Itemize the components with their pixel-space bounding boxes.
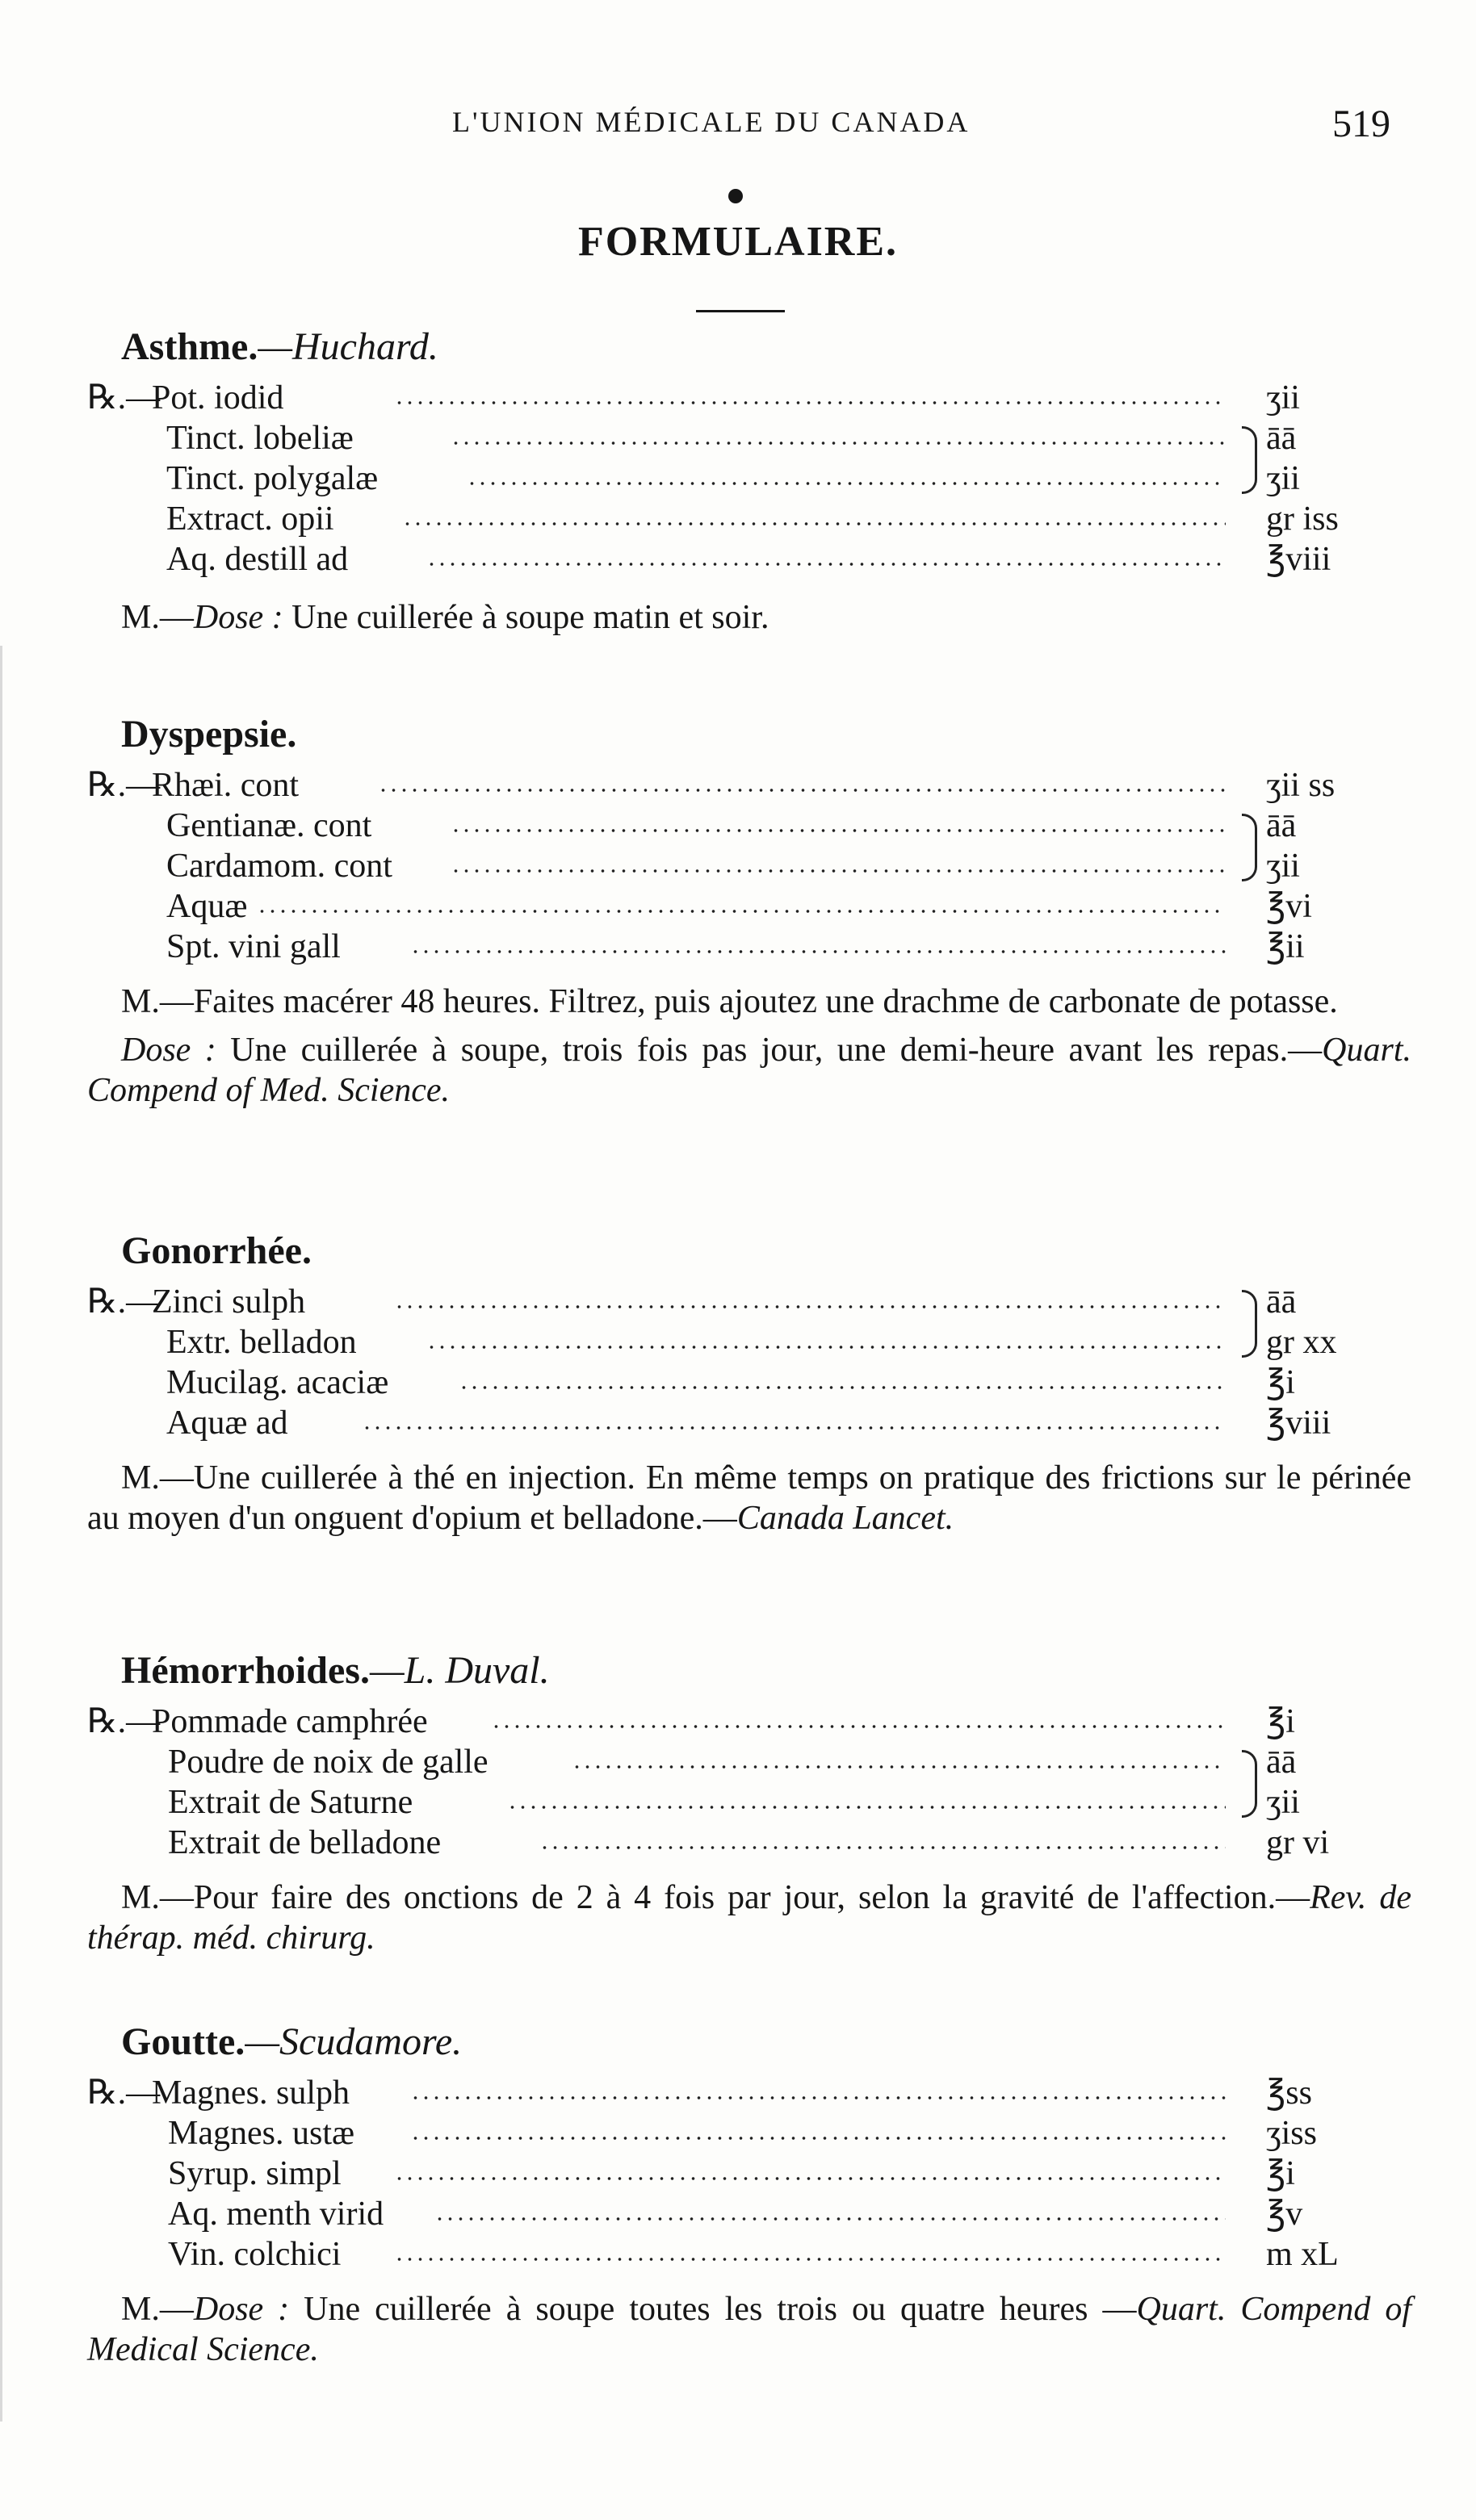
ingredient-quantity: ℥i [1266, 2155, 1295, 2192]
leader-dots [507, 1805, 1226, 1810]
ingredient-line [87, 499, 1411, 539]
ingredient-quantity: ℥i [1266, 1364, 1295, 1401]
section-name: Gonorrhée. [121, 1229, 312, 1272]
prescription [87, 2073, 1411, 2275]
section-title [121, 323, 1411, 371]
ingredient-line [87, 1742, 1411, 1782]
leader-dots [426, 562, 1226, 567]
note-citation: Rev. de thérap. méd. chirurg. [87, 1879, 1411, 1957]
note-lead: M.— [121, 599, 194, 636]
note-body: Une cuillerée à soupe, trois fois pas jour, une demi-heure avant les repas.— [216, 1032, 1323, 1069]
ingredient-name: Extr. belladon [166, 1324, 357, 1361]
leader-dots [434, 2217, 1226, 2221]
note-body: Une cuillerée à soupe matin et soir. [283, 599, 769, 636]
ingredient-line [87, 378, 1411, 418]
grouping-brace [1242, 426, 1257, 494]
section-name: Hémorrhoides. [121, 1649, 370, 1692]
note-lead: M.— [121, 1459, 194, 1497]
note-lead-italic: Dose : [193, 2291, 290, 2328]
ingredient-quantity: gr xx [1266, 1324, 1337, 1361]
ingredient-line [87, 2194, 1411, 2234]
leader-dots [491, 1724, 1226, 1729]
ingredient-line [87, 2234, 1411, 2275]
ingredient-name: Magnes. sulph [152, 2074, 350, 2112]
section-goutte [87, 2018, 1411, 2370]
section-title [121, 2018, 1411, 2066]
ingredient-line [87, 458, 1411, 499]
ingredient-quantity: ʒii [1266, 1784, 1300, 1821]
running-title: L'UNION MÉDICALE DU CANADA [452, 106, 971, 138]
title-rule [696, 310, 785, 312]
ingredient-line [87, 2073, 1411, 2113]
ingredient-name: Pommade camphrée [152, 1703, 428, 1740]
scan-edge-shadow [0, 646, 2, 2422]
ingredient-name: Tinct. polygalæ [166, 460, 379, 497]
leader-dots [426, 1345, 1226, 1350]
ingredient-quantity: ℥v [1266, 2196, 1303, 2233]
recipe-symbol: ℞.— [87, 1703, 161, 1740]
leader-dots [410, 949, 1226, 954]
note-lead-italic: Dose : [193, 599, 283, 636]
ingredient-name: Pot. iodid [152, 379, 284, 417]
prescription [87, 765, 1411, 967]
ingredient-line [87, 1702, 1411, 1742]
note-body: Une cuillerée à thé en injection. En même temps on pratique des frictions sur le périnée au moyen d'un onguent d'opium et belladone.— [87, 1459, 1411, 1537]
section-title [121, 1647, 1411, 1695]
ingredient-quantity: ʒii [1266, 848, 1300, 885]
ingredient-quantity: āā [1266, 420, 1297, 457]
leader-dots [410, 2136, 1226, 2141]
ingredient-name: Aquæ ad [166, 1404, 288, 1442]
ingredient-name: Spt. vini gall [166, 928, 341, 965]
grouping-brace [1242, 1290, 1257, 1358]
ingredient-line [87, 927, 1411, 967]
leader-dots [451, 869, 1226, 873]
recipe-symbol: ℞.— [87, 379, 161, 417]
ingredient-name: Vin. colchici [168, 2236, 342, 2273]
ingredient-quantity: gr vi [1266, 1824, 1330, 1861]
ingredient-name: Extrait de belladone [168, 1824, 442, 1861]
section-name: Asthme. [121, 325, 258, 368]
grouping-brace [1242, 814, 1257, 881]
section-author: —L. Duval. [369, 1649, 550, 1692]
ingredient-line [87, 1282, 1411, 1322]
leader-dots [394, 1304, 1226, 1309]
ingredient-line [87, 1403, 1411, 1443]
ingredient-quantity: gr iss [1266, 500, 1339, 538]
note-lead-italic: Dose : [121, 1032, 216, 1069]
ingredient-name: Poudre de noix de galle [168, 1743, 489, 1781]
ingredient-quantity: ℥ss [1266, 2074, 1312, 2112]
ingredient-quantity: ℥i [1266, 1703, 1295, 1740]
section-author: —Huchard. [258, 325, 438, 368]
ingredient-line [87, 806, 1411, 846]
ingredient-line [87, 2154, 1411, 2194]
section-asthme [87, 323, 1411, 638]
note-lead: M.— [121, 2291, 194, 2328]
leader-dots [394, 2257, 1226, 2262]
ingredient-name: Gentianæ. cont [166, 807, 372, 844]
section-name: Goutte. [121, 2020, 245, 2063]
ingredient-name: Rhæi. cont [152, 767, 300, 804]
ingredient-name: Extrait de Saturne [168, 1784, 413, 1821]
note-body: Faites macérer 48 heures. Filtrez, puis ajoutez une drachme de carbonate de potasse. [193, 983, 1338, 1020]
section-note [87, 1458, 1411, 1538]
section-note [87, 597, 1411, 638]
ingredient-name: Cardamom. cont [166, 848, 392, 885]
section-note [87, 982, 1411, 1111]
leader-dots [572, 1764, 1226, 1769]
ingredient-line [87, 2113, 1411, 2154]
leader-dots [394, 2176, 1226, 2181]
ingredient-name: Tinct. lobeliæ [166, 420, 354, 457]
note-body: Pour faire des onctions de 2 à 4 fois par jour, selon la gravité de l'affection.— [193, 1879, 1310, 1916]
ingredient-line [87, 1363, 1411, 1403]
leader-dots [451, 441, 1226, 446]
leader-dots [459, 1385, 1226, 1390]
note-citation: Quart. Compend of Med. Science. [87, 1032, 1411, 1109]
grouping-brace [1242, 1750, 1257, 1818]
note-lead: M.— [121, 1879, 194, 1916]
leader-dots [467, 481, 1226, 486]
section-dyspepsie [87, 710, 1411, 1111]
recipe-symbol: ℞.— [87, 1283, 161, 1321]
ingredient-line [87, 846, 1411, 886]
ingredient-name: Syrup. simpl [168, 2155, 342, 2192]
leader-dots [410, 2095, 1226, 2100]
ingredient-name: Extract. opii [166, 500, 334, 538]
ingredient-quantity: āā [1266, 807, 1297, 844]
recipe-symbol: ℞.— [87, 767, 161, 804]
ingredient-name: Aq. destill ad [166, 541, 349, 578]
ingredient-name: Aq. menth virid [168, 2196, 384, 2233]
leader-dots [394, 400, 1226, 405]
section-name: Dyspepsie. [121, 713, 297, 756]
ingredient-name: Aquæ [166, 888, 248, 925]
prescription [87, 378, 1411, 580]
recipe-symbol: ℞.— [87, 2074, 161, 2112]
leader-dots [539, 1845, 1226, 1850]
ingredient-quantity: ℥viii [1266, 541, 1331, 578]
section-title [121, 1227, 1411, 1275]
leader-dots [402, 521, 1226, 526]
section-note [87, 1877, 1411, 1958]
ingredient-quantity: ℥vi [1266, 888, 1312, 925]
ingredient-line [87, 886, 1411, 927]
section-gonorrhee [87, 1227, 1411, 1538]
ingredient-quantity: ʒiss [1266, 2115, 1317, 2152]
page-number: 519 [1332, 103, 1390, 145]
ingredient-quantity: ℥viii [1266, 1404, 1331, 1442]
ornament-dot [728, 189, 743, 203]
ingredient-line [87, 539, 1411, 580]
page-title: FORMULAIRE. [577, 219, 899, 265]
ingredient-line [87, 418, 1411, 458]
ingredient-line [87, 1823, 1411, 1863]
ingredient-name: Zinci sulph [152, 1283, 306, 1321]
note-citation: Quart. Compend of Medical Science. [87, 2291, 1411, 2368]
ingredient-name: Mucilag. acaciæ [166, 1364, 389, 1401]
ingredient-quantity: m xL [1266, 2236, 1339, 2273]
ingredient-quantity: āā [1266, 1283, 1297, 1321]
ingredient-quantity: āā [1266, 1743, 1297, 1781]
section-hemorrhoides [87, 1647, 1411, 1958]
ingredient-name: Magnes. ustæ [168, 2115, 354, 2152]
note-lead: M.— [121, 983, 194, 1020]
ingredient-quantity: ʒii ss [1266, 767, 1336, 804]
ingredient-quantity: ℥ii [1266, 928, 1305, 965]
ingredient-line [87, 1322, 1411, 1363]
section-note [87, 2289, 1411, 2370]
page-header [0, 102, 1476, 158]
section-title [121, 710, 1411, 759]
ingredient-quantity: ʒii [1266, 460, 1300, 497]
note-citation: Canada Lancet. [736, 1500, 954, 1537]
prescription [87, 1702, 1411, 1863]
ingredient-quantity: ʒii [1266, 379, 1300, 417]
section-author: —Scudamore. [245, 2020, 463, 2063]
leader-dots [378, 788, 1226, 793]
prescription [87, 1282, 1411, 1443]
ingredient-line [87, 1782, 1411, 1823]
note-body: Une cuillerée à soupe toutes les trois ou quatre heures — [289, 2291, 1137, 2328]
leader-dots [257, 909, 1226, 914]
ingredient-line [87, 765, 1411, 806]
leader-dots [451, 828, 1226, 833]
leader-dots [362, 1425, 1226, 1430]
